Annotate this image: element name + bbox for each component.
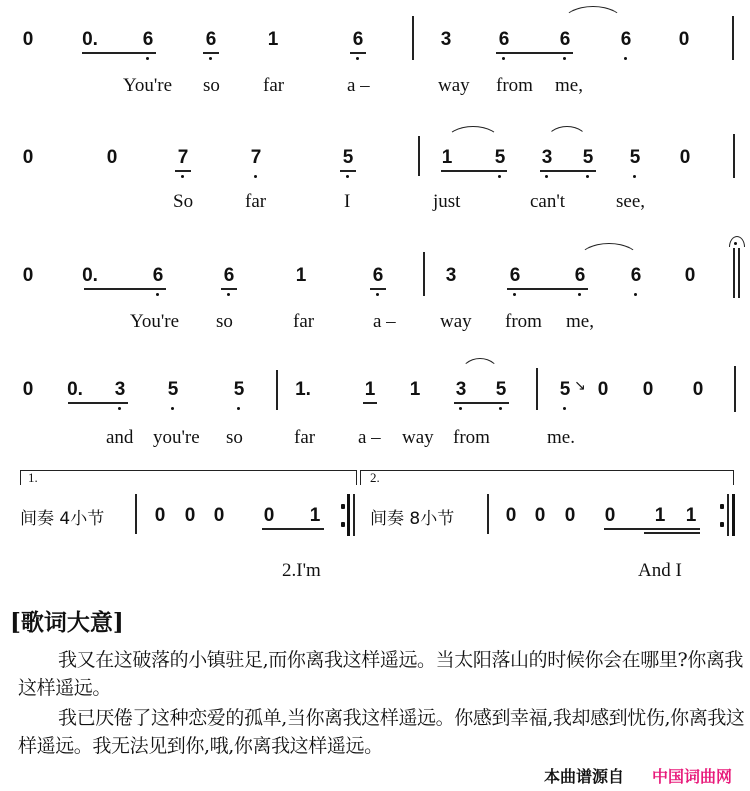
underline-beam [203,52,219,54]
note: 6 [505,265,525,287]
note: 1 [441,147,453,168]
note: 0 [692,379,704,400]
slur-tie [460,358,500,375]
lyric-syllable: so [226,427,243,448]
note: 5 [578,147,598,169]
underline-beam-double [644,532,700,534]
final-barline-thin [733,248,735,298]
lyric-syllable: And I [638,560,682,581]
barline [733,134,735,178]
lyric-syllable: so [216,311,233,332]
note: 5 [491,379,511,401]
note: 1 [309,505,321,526]
note: 3 [451,379,471,401]
fermata-icon [729,236,745,247]
lyric-syllable: me. [547,427,575,448]
barline [412,16,414,60]
note: 0 [505,505,517,526]
underline-beam [496,52,573,54]
note: 5 [490,147,510,169]
note: 0 [263,505,275,526]
lyric-syllable: and [106,427,134,448]
volta-number: 2. [370,470,380,485]
lyric-syllable: a – [358,427,381,448]
underline-beam [441,170,507,172]
lyric-syllable: just [433,191,461,212]
source-label: 本曲谱源自 [544,767,625,786]
barline [418,136,420,176]
volta-bracket [20,470,357,485]
note: 0 [564,505,576,526]
note: 6 [368,265,388,287]
lyric-syllable: You're [123,75,173,96]
note: 1 [685,505,697,526]
note: 1 [409,379,421,400]
lyric-syllable: far [293,311,315,332]
note: 0 [106,147,118,168]
underline-beam [454,402,509,404]
underline-beam [350,52,366,54]
note: 1 [654,505,666,526]
volta-number: 1. [28,470,38,485]
lyric-syllable: far [245,191,267,212]
repeat-barline-thin [727,494,729,536]
underline-beam [507,288,588,290]
lyric-syllable: You're [130,311,180,332]
note: 5 [163,379,183,401]
repeat-barline-thin [353,494,355,536]
slur-tie [446,126,500,141]
repeat-dot [720,522,724,527]
slur-tie [562,6,624,23]
note: 5 [625,147,645,169]
repeat-dot [720,504,724,509]
note: 6 [494,29,514,51]
note: 7 [173,147,193,169]
section-title: [歌词大意] [10,609,124,636]
lyric-syllable: So [173,191,194,212]
underline-beam [262,528,324,530]
lyric-syllable: 2.I'm [282,560,321,581]
lyric-syllable: can't [530,191,566,212]
note: 6 [138,29,158,51]
note: 1 [295,265,307,286]
note: 1. [295,379,311,400]
repeat-dot [341,522,345,527]
barline [732,16,734,60]
repeat-barline [347,494,350,536]
note: 0 [213,505,225,526]
glide-arrow-icon: ↘ [574,378,586,394]
note: 6 [348,29,368,51]
note: 0. [82,265,98,286]
note: 0. [82,29,98,50]
repeat-dot [341,504,345,509]
slur-tie [578,243,640,260]
underline-beam [540,170,596,172]
lyric-syllable: a – [373,311,396,332]
lyric-syllable: far [294,427,316,448]
note: 6 [570,265,590,287]
note: 1 [364,379,376,400]
note: 1 [267,29,279,50]
lyric-syllable: way [440,311,472,332]
barline [734,366,736,412]
underline-beam [604,528,700,530]
barline [276,370,278,410]
underline-beam [370,288,386,290]
underline-beam [82,52,156,54]
note: 5 [555,379,575,401]
lyric-syllable: way [402,427,434,448]
barline [536,368,538,410]
note: 0 [22,29,34,50]
note: 5 [229,379,249,401]
lyric-syllable: me, [555,75,583,96]
note: 0 [22,265,34,286]
note: 0 [534,505,546,526]
interlude-label: 间奏 8小节 [370,509,455,529]
lyric-syllable: you're [153,427,200,448]
source-site-link[interactable]: 中国词曲网 [652,767,733,786]
note: 3 [110,379,130,401]
note: 0 [597,379,609,400]
volta-bracket [360,470,734,485]
note: 3 [440,29,452,50]
underline-beam [340,170,356,172]
lyric-syllable: way [438,75,470,96]
lyric-syllable: far [263,75,285,96]
note: 0 [684,265,696,286]
repeat-barline [732,494,735,536]
note: 0 [22,147,34,168]
note: 5 [338,147,358,169]
lyric-syllable: from [505,311,542,332]
lyric-syllable: so [203,75,220,96]
note: 0 [154,505,166,526]
barline [135,494,137,534]
meaning-paragraph: 我又在这破落的小镇驻足,而你离我这样遥远。当太阳落山的时候你会在哪里?你离我这样遥远。 [18,649,744,699]
note: 3 [445,265,457,286]
interlude-label: 间奏 4小节 [20,509,105,529]
lyric-syllable: I [344,191,351,212]
note: 0 [22,379,34,400]
note: 6 [219,265,239,287]
note: 0 [678,29,690,50]
underline-beam [221,288,237,290]
underline-beam [363,402,377,404]
lyric-syllable: from [453,427,490,448]
underline-beam [84,288,166,290]
lyric-syllable: from [496,75,533,96]
lyric-syllable: a – [347,75,370,96]
underline-beam [68,402,128,404]
barline [423,252,425,296]
note: 6 [201,29,221,51]
note: 6 [616,29,636,51]
lyric-syllable: see, [616,191,646,212]
note: 6 [555,29,575,51]
note: 0. [67,379,83,400]
barline [487,494,489,534]
note: 0 [604,505,616,526]
meaning-paragraph: 我已厌倦了这种恋爱的孤单,当你离我这样遥远。你感到幸福,我却感到忧伤,你离我这样遥远。我无法见到你,哦,你离我这样遥远。 [18,707,745,757]
lyric-syllable: me, [566,311,594,332]
note: 6 [148,265,168,287]
note: 0 [184,505,196,526]
note: 0 [679,147,691,168]
note: 7 [246,147,266,169]
slur-tie [546,126,588,141]
note: 0 [642,379,654,400]
underline-beam [175,170,191,172]
note: 3 [537,147,557,169]
note: 6 [626,265,646,287]
fermata-dot [734,242,737,245]
final-barline-thin [738,248,740,298]
